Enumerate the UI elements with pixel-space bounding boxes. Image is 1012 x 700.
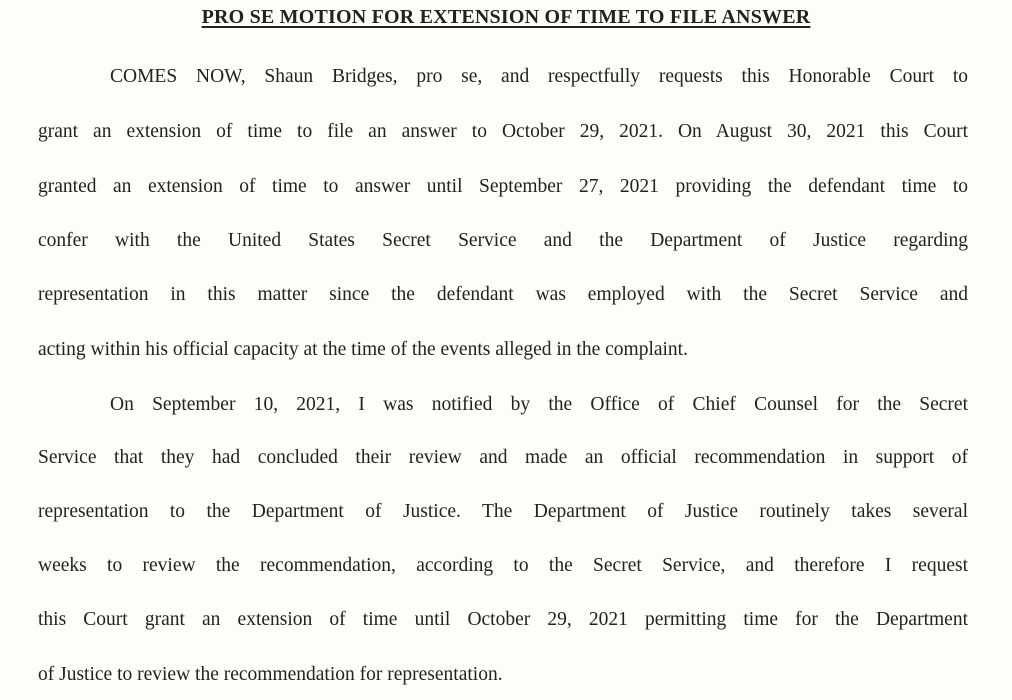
paragraph-1-line-2: grant an extension of time to file an answer to October 29, 2021. On August 30, 2021 this Court	[38, 121, 968, 142]
paragraph-1-line-5: representation in this matter since the defendant was employed with the Secret Service and	[38, 284, 968, 305]
document-title: PRO SE MOTION FOR EXTENSION OF TIME TO FILE ANSWER	[201, 6, 811, 28]
paragraph-2-line-1: On September 10, 2021, I was notified by the Office of Chief Counsel for the Secret	[110, 394, 968, 415]
paragraph-2-line-3: representation to the Department of Justice. The Department of Justice routinely takes several	[38, 501, 968, 522]
paragraph-2-line-4: weeks to review the recommendation, according to the Secret Service, and therefore I request	[38, 555, 968, 576]
paragraph-2-line-6: of Justice to review the recommendation for representation.	[38, 664, 503, 685]
paragraph-1-line-4: confer with the United States Secret Service and the Department of Justice regarding	[38, 230, 968, 251]
paragraph-1-line-3: granted an extension of time to answer until September 27, 2021 providing the defendant time to	[38, 176, 968, 197]
paragraph-2-line-5: this Court grant an extension of time until October 29, 2021 permitting time for the Department	[38, 609, 968, 630]
paragraph-1-line-6: acting within his official capacity at the time of the events alleged in the complaint.	[38, 339, 688, 360]
paragraph-1-line-1: COMES NOW, Shaun Bridges, pro se, and respectfully requests this Honorable Court to	[110, 66, 968, 87]
paragraph-2-line-2: Service that they had concluded their review and made an official recommendation in support of	[38, 447, 968, 468]
